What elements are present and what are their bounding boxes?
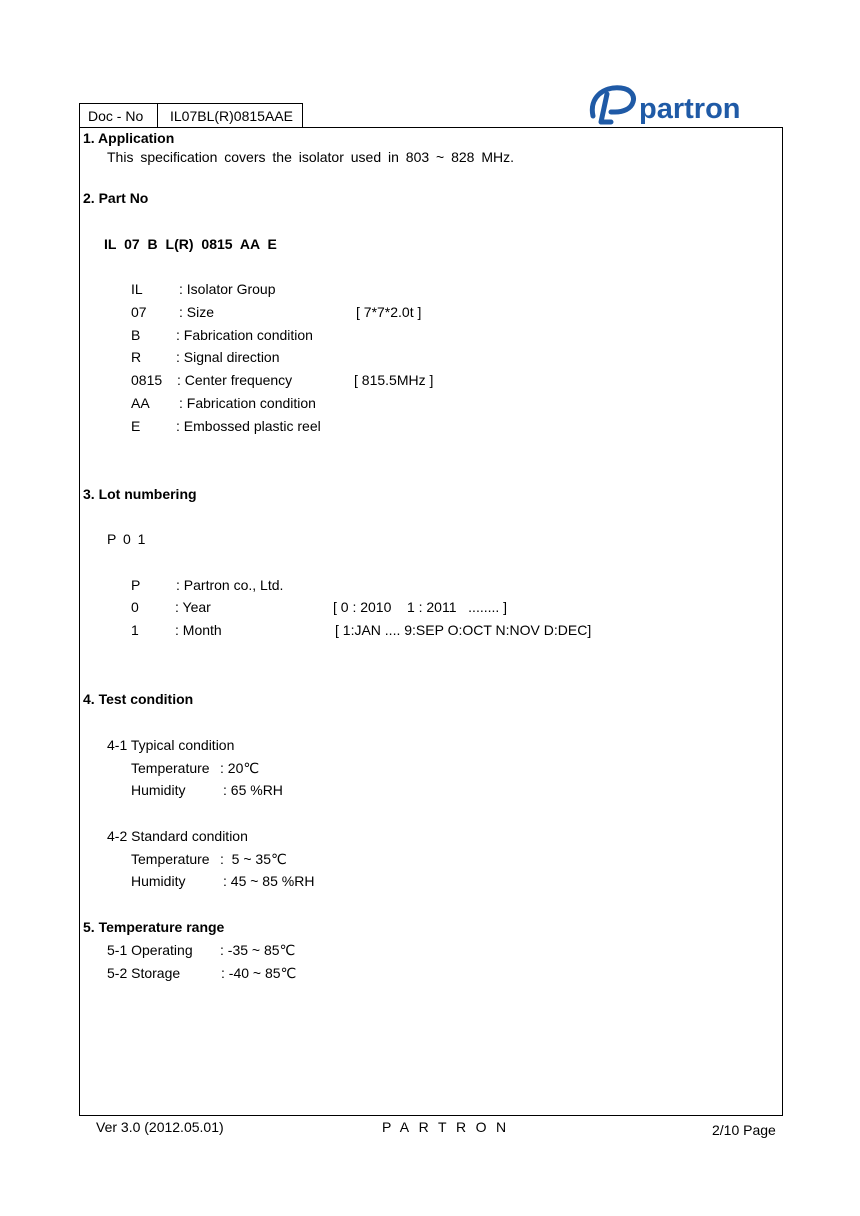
lot-note: [ 1:JAN .... 9:SEP O:OCT N:NOV D:DEC] [335,622,592,638]
lot-note: [ 0 : 2010 1 : 2011 ........ ] [333,599,508,615]
section-title-temperature-range: 5. Temperature range [83,919,225,935]
logo-text: partron [639,93,741,125]
standard-humidity-value: : 45 ~ 85 %RH [223,873,315,889]
footer-version: Ver 3.0 (2012.05.01) [96,1119,224,1135]
part-no-desc: : Signal direction [176,349,280,365]
doc-number-value: IL07BL(R)0815AAE [170,107,293,124]
part-no-desc: : Isolator Group [179,281,276,297]
standard-temp-label: Temperature [131,851,210,867]
part-no-key: AA [131,395,150,411]
typical-temp-label: Temperature [131,760,210,776]
part-no-note: [ 7*7*2.0t ] [356,304,422,320]
part-no-desc: : Fabrication condition [179,395,316,411]
section-title-test-condition: 4. Test condition [83,691,194,707]
lot-key: 0 [131,599,139,615]
part-no-key: E [131,418,141,434]
footer-brand: PARTRON [382,1119,516,1135]
logo-mark-icon [592,88,633,116]
storage-value: : -40 ~ 85℃ [221,965,297,981]
section-title-part-no: 2. Part No [83,190,149,206]
standard-condition-title: 4-2 Standard condition [107,828,248,844]
part-no-desc: : Center frequency [177,372,293,388]
lot-desc: : Partron co., Ltd. [176,577,284,593]
typical-temp-value: : 20℃ [220,760,260,776]
part-no-code: IL 07 B L(R) 0815 AA E [104,236,277,252]
operating-value: : -35 ~ 85℃ [220,942,296,958]
part-no-key: R [131,349,142,365]
lot-desc: : Month [175,622,222,638]
standard-humidity-label: Humidity [131,873,186,889]
section-title-lot-numbering: 3. Lot numbering [83,486,197,502]
part-no-desc: : Fabrication condition [176,327,313,343]
lot-code: P 0 1 [107,531,146,547]
doc-number-box [79,103,303,127]
section-title-application: 1. Application [83,130,175,146]
lot-key: P [131,577,141,593]
part-no-desc: : Embossed plastic reel [176,418,321,434]
doc-number-label: Doc - No [80,104,158,127]
part-no-key: 07 [131,304,147,320]
part-no-key: 0815 [131,372,163,388]
lot-key: 1 [131,622,139,638]
standard-temp-value: : 5 ~ 35℃ [220,851,287,867]
typical-humidity-label: Humidity [131,782,186,798]
part-no-key: IL [131,281,143,297]
lot-desc: : Year [175,599,211,615]
typical-humidity-value: : 65 %RH [223,782,283,798]
part-no-key: B [131,327,141,343]
operating-label: 5-1 Operating [107,942,193,958]
part-no-note: [ 815.5MHz ] [354,372,434,388]
partron-logo [589,84,783,126]
part-no-desc: : Size [179,304,215,320]
storage-label: 5-2 Storage [107,965,181,981]
application-text: This specification covers the isolator used in 803 ~ 828 MHz. [107,149,515,165]
typical-condition-title: 4-1 Typical condition [107,737,235,753]
footer-page-number: 2/10 Page [712,1122,776,1138]
